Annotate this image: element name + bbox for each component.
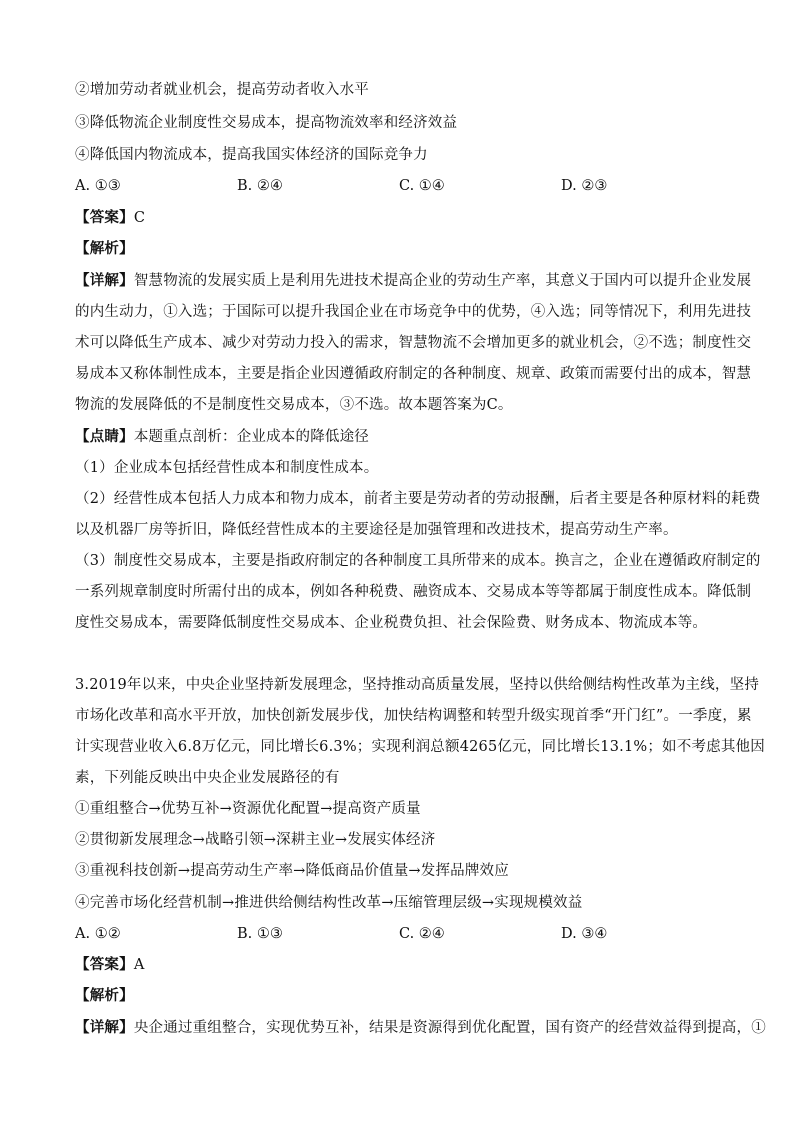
- q3-detail-line-1: [75, 1018, 766, 1038]
- q2-detail-line-5: 物流的发展降低的不是制度性交易成本，③不选。故本题答案为C。: [75, 397, 513, 413]
- q3-answer-label: 【答案】: [75, 956, 134, 973]
- q3-option-d: D. ③④: [561, 926, 608, 942]
- q3-statement-3: ③重视科技创新→提高劳动生产率→降低商品价值量→发挥品牌效应: [75, 863, 509, 879]
- q2-answer-label: 【答案】: [75, 209, 134, 226]
- q2-option-a: A. ①③: [75, 178, 121, 194]
- q3-statement-2: ②贯彻新发展理念→战略引领→深耕主业→发展实体经济: [75, 832, 436, 848]
- q2-detail-label: 【详解】: [75, 272, 134, 289]
- q3-stem-line-3: 计实现营业收入6.8万亿元，同比增长6.3%；实现利润总额4265亿元，同比增长13.1%；如不考虑其他因: [75, 739, 765, 755]
- q2-tip-label: 【点睛】: [75, 428, 134, 445]
- q2-option-d: D. ②③: [561, 178, 608, 194]
- q2-statement-2: ②增加劳动者就业机会，提高劳动者收入水平: [75, 82, 369, 98]
- q3-option-b: B. ①③: [237, 926, 283, 942]
- q2-option-c: C. ①④: [399, 178, 445, 194]
- q2-tip-line-6: 度性交易成本，需要降低制度性交易成本、企业税费负担、社会保险费、财务成本、物流成本等。: [75, 615, 708, 631]
- q3-statement-4: ④完善市场化经营机制→推进供给侧结构性改革→压缩管理层级→实现规模效益: [75, 895, 583, 911]
- q2-detail-text-1: 智慧物流的发展实质上是利用先进技术提高企业的劳动生产率，其意义于国内可以提升企业发展: [133, 273, 752, 289]
- q2-detail-line-1: [75, 271, 752, 291]
- q3-option-c: C. ②④: [399, 926, 445, 942]
- q3-answer-value: A: [133, 957, 145, 973]
- q2-answer-value: C: [133, 210, 146, 226]
- q3-stem-line-2: 市场化改革和高水平开放，加快创新发展步伐，加快结构调整和转型升级实现首季“开门红”。一季度，累: [75, 708, 752, 724]
- q3-option-a: A. ①②: [75, 926, 121, 942]
- q2-detail-line-2: 的内生动力，①入选；于国际可以提升我国企业在市场竞争中的优势，④入选；同等情况下，利用先进技: [75, 304, 752, 320]
- q2-detail-line-3: 术可以降低生产成本、减少对劳动力投入的需求，智慧物流不会增加更多的就业机会，②不选；制度性交: [75, 335, 752, 351]
- q3-analysis-label: 【解析】: [75, 987, 134, 1004]
- q2-tip-line-5: 一系列规章制度时所需付出的成本，例如各种税费、融资成本、交易成本等等都属于制度性成本。降低制: [75, 584, 752, 600]
- q2-tip-title: 本题重点剖析：企业成本的降低途径: [133, 429, 370, 445]
- q3-detail-text-1: 央企通过重组整合，实现优势互补，结果是资源得到优化配置，国有资产的经营效益得到提高，①: [133, 1020, 766, 1036]
- q2-statement-4: ④降低国内物流成本，提高我国实体经济的国际竞争力: [75, 147, 428, 163]
- q3-stem-line-1: 3.2019年以来，中央企业坚持新发展理念，坚持推动高质量发展，坚持以供给侧结构性改革为主线，坚持: [75, 677, 760, 693]
- q3-answer: [75, 955, 735, 975]
- q2-tip-line-3: 以及机器厂房等折旧，降低经营性成本的主要途径是加强管理和改进技术，提高劳动生产率。: [75, 522, 678, 538]
- q2-tip: [75, 427, 735, 447]
- q2-detail-line-4: 易成本又称体制性成本，主要是指企业因遵循政府制定的各种制度、规章、政策而需要付出的成本，智慧: [75, 366, 752, 382]
- q2-statement-3: ③降低物流企业制度性交易成本，提高物流效率和经济效益: [75, 115, 458, 131]
- q2-tip-line-4: （3）制度性交易成本，主要是指政府制定的各种制度工具所带来的成本。换言之，企业在遵循政府制定的: [75, 553, 761, 569]
- q3-detail-label: 【详解】: [75, 1019, 134, 1036]
- q2-answer: [75, 208, 735, 228]
- q2-option-b: B. ②④: [237, 178, 283, 194]
- q3-statement-1: ①重组整合→优势互补→资源优化配置→提高资产质量: [75, 801, 421, 817]
- q2-tip-line-1: （1）企业成本包括经营性成本和制度性成本。: [75, 460, 379, 476]
- q3-stem-line-4: 素，下列能反映出中央企业发展路径的有: [75, 770, 340, 786]
- q2-analysis-label: 【解析】: [75, 240, 134, 257]
- q2-tip-line-2: （2）经营性成本包括人力成本和物力成本，前者主要是劳动者的劳动报酬，后者主要是各种原材料的耗费: [75, 491, 761, 507]
